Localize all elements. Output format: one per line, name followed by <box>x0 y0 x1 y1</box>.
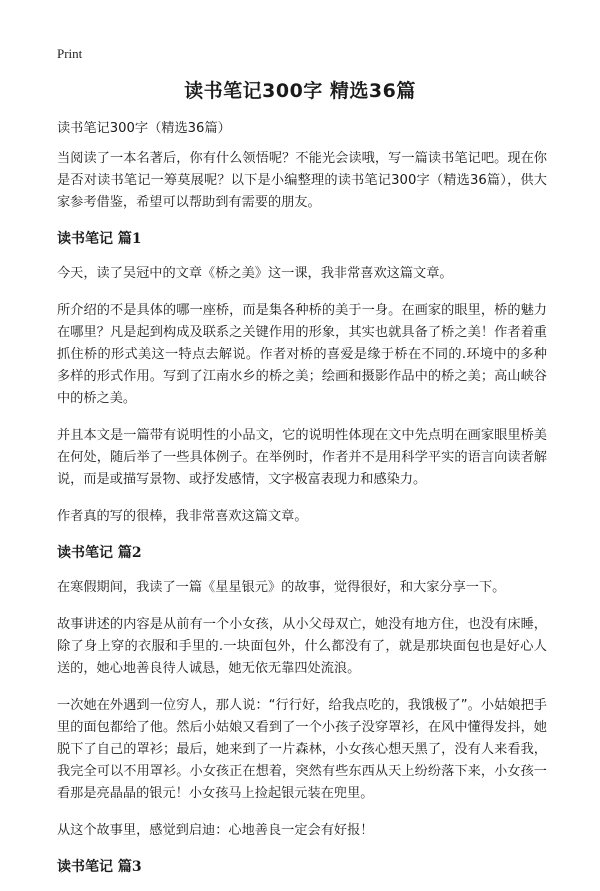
section-heading-1: 读书笔记 篇1 <box>57 231 142 247</box>
document-body <box>57 118 547 891</box>
paragraph: 故事讲述的内容是从前有一个小女孩，从小父母双亡，她没有地方住，也没有床睡，除了身上穿的衣服和手里的.一块面包外，什么都没有了，就是那块面包也是好心人送的，她心地善良待人诚恳，她无依无靠四处流浪。 <box>57 617 547 676</box>
paragraph: 作者真的写的很棒，我非常喜欢这篇文章。 <box>57 509 308 524</box>
section-heading-2: 读书笔记 篇2 <box>57 545 142 561</box>
print-link[interactable]: Print <box>57 46 83 61</box>
paragraph: 一次她在外遇到一位穷人，那人说：“行行好，给我点吃的，我饿极了”。小姑娘把手里的面包都给了他。然后小姑娘又看到了一个小孩子没穿罩衫，在风中懂得发抖，她脱下了自己的罩衫；最后，她来到了一片森林，小女孩心想天黑了，没有人来看我，我完全可以不用罩衫。小女孩正在想着，突然有些东西从天上纷纷落下来，小女孩一看那是亮晶晶的银元！小女孩马上捡起银元装在兜里。 <box>57 698 547 801</box>
intro-paragraph: 当阅读了一本名著后，你有什么领悟呢？不能光会读哦，写一篇读书笔记吧。现在你是否对读书笔记一筹莫展呢？以下是小编整理的读书笔记300字（精选36篇），供大家参考借鉴，希望可以帮助到有需要的朋友。 <box>57 151 547 210</box>
page-title: 读书笔记300字 精选36篇 <box>184 80 416 102</box>
document-subtitle: 读书笔记300字（精选36篇） <box>57 121 231 136</box>
paragraph: 从这个故事里，感觉到启迪：心地善良一定会有好报！ <box>57 823 374 838</box>
paragraph: 并且本文是一篇带有说明性的小品文，它的说明性体现在文中先点明在画家眼里桥美在何处，随后举了一些具体例子。在举例时，作者并不是用科学平实的语言向读者解说，而是或描写景物、或抒发感情，文字极富表现力和感染力。 <box>57 428 547 487</box>
paragraph: 所介绍的不是具体的哪一座桥，而是集各种桥的美于一身。在画家的眼里，桥的魅力在哪里？凡是起到构成及联系之关键作用的形象，其实也就具备了桥之美！作者着重抓住桥的形式美这一特点去解说。作者对桥的喜爱是缘于桥在不同的.环境中的多种多样的形式作用。写到了江南水乡的桥之美；绘画和摄影作品中的桥之美；高山峡谷中的桥之美。 <box>57 303 547 406</box>
paragraph: 今天，读了吴冠中的文章《桥之美》这一课，我非常喜欢这篇文章。 <box>57 266 453 281</box>
paragraph: 在寒假期间，我读了一篇《星星银元》的故事，觉得很好，和大家分享一下。 <box>57 580 506 595</box>
section-heading-3: 读书笔记 篇3 <box>57 859 142 875</box>
